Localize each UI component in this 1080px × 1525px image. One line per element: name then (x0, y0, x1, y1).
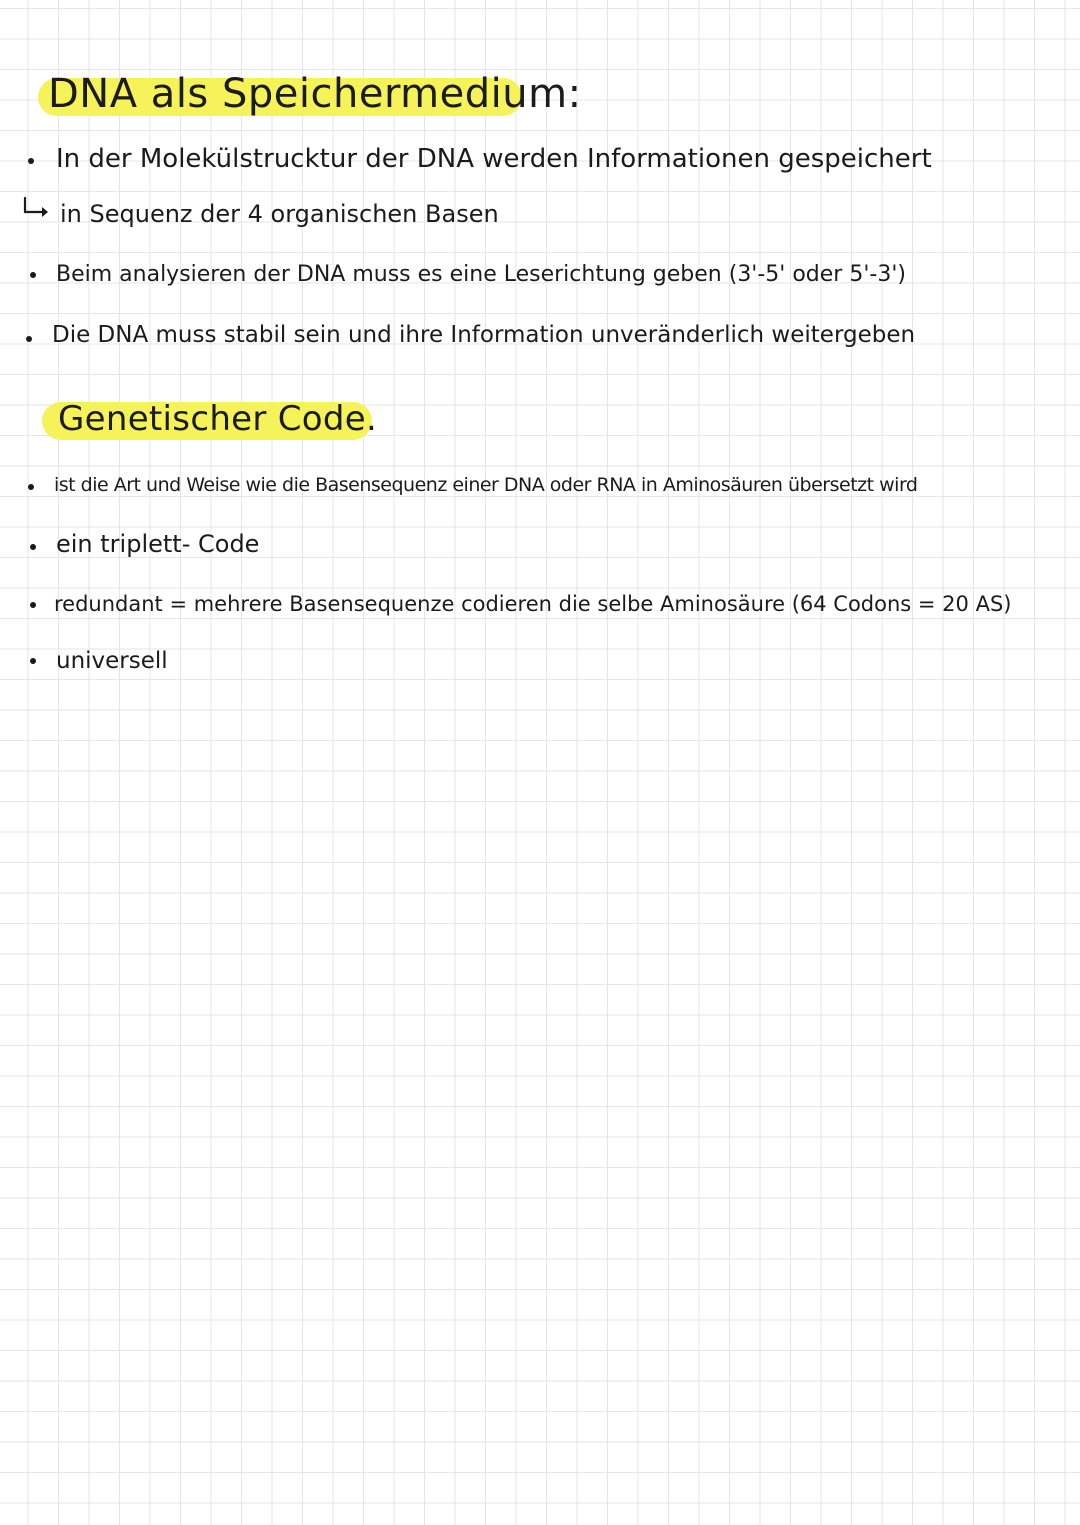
bullet-dot (28, 158, 34, 164)
note-line: redundant = mehrere Basensequenze codieren die selbe Aminosäure (64 Codons = 20 AS) (54, 592, 1012, 616)
bullet-dot (30, 658, 36, 664)
bullet-dot (28, 484, 34, 490)
note-line-sub: in Sequenz der 4 organischen Basen (60, 200, 499, 228)
bullet-dot (30, 602, 36, 608)
note-line: ist die Art und Weise wie die Basensequenz einer DNA oder RNA in Aminosäuren übersetzt wird (54, 474, 918, 496)
note-line: universell (56, 648, 168, 674)
note-line: ein triplett- Code (56, 530, 260, 558)
section-heading-genetic-code: Genetischer Code. (58, 402, 377, 436)
section-heading-dna-storage: DNA als Speichermedium: (48, 74, 582, 114)
bullet-dot (26, 336, 32, 342)
sub-arrow-icon (22, 196, 52, 218)
note-line: In der Molekülstrucktur der DNA werden Informationen gespeichert (56, 144, 932, 174)
note-line: Beim analysieren der DNA muss es eine Leserichtung geben (3'-5' oder 5'-3') (56, 262, 906, 287)
note-line: Die DNA muss stabil sein und ihre Information unveränderlich weitergeben (52, 322, 916, 348)
bullet-dot (30, 544, 36, 550)
bullet-dot (30, 272, 36, 278)
